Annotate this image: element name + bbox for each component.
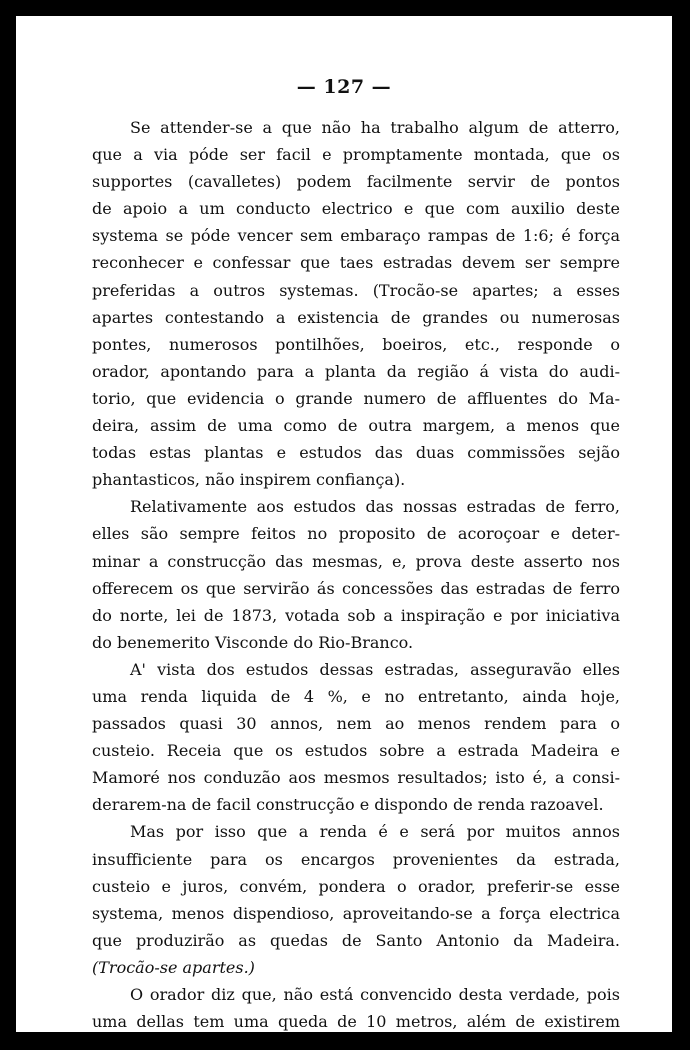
text-line: do benemerito Visconde do Rio-Branco. xyxy=(92,632,414,652)
paragraph-5 xyxy=(92,981,620,1035)
text-line: supportes (cavalletes) podem facilmente servir de pontos xyxy=(92,172,620,192)
page-number: — 127 — xyxy=(296,76,392,98)
text-line: O orador diz que, não está convencido desta verdade, pois xyxy=(130,985,620,1004)
text-line: minar a construcção das mesmas, e, prova deste asserto nos xyxy=(92,551,620,571)
text-line: preferidas a outros systemas. (Trocão-se apartes; a esses xyxy=(92,280,620,300)
text-line: todas estas plantas e estudos das duas commissões sejão xyxy=(92,443,620,463)
text-line: Mas por isso que a renda é e será por muitos annos xyxy=(130,822,620,842)
text-line: phantasticos, não inspirem confiança). xyxy=(92,470,406,490)
text-line: uma renda liquida de 4 %, e no entretanto, ainda hoje, xyxy=(92,686,620,706)
italic-aside-line: (Trocão-se apartes.) xyxy=(92,957,255,977)
text-line: Se attender-se a que não ha trabalho algum de atterro, xyxy=(130,118,620,137)
text-line: do norte, lei de 1873, votada sob a inspiração e por iniciativa xyxy=(92,605,620,625)
text-line: Mamoré nos conduzão aos mesmos resultados; isto é, a consi- xyxy=(92,768,620,788)
paragraph-2 xyxy=(92,493,620,656)
text-line: uma dellas tem uma queda de 10 metros, além de existirem xyxy=(92,1012,620,1032)
text-line: apartes contestando a existencia de grandes ou numerosas xyxy=(92,307,620,327)
text-line: offerecem os que servirão ás concessões das estradas de ferro xyxy=(92,578,620,598)
paragraph-3 xyxy=(92,656,620,819)
text-line: deira, assim de uma como de outra margem, a menos que xyxy=(92,416,620,436)
text-line: pontes, numerosos pontilhões, boeiros, etc., responde o xyxy=(92,334,620,354)
text-line: que produzirão as quedas de Santo Antonio da Madeira. xyxy=(92,930,620,950)
page-frame xyxy=(16,16,672,1032)
text-line: torio, que evidencia o grande numero de affluentes do Ma- xyxy=(92,388,620,408)
text-line: elles são sempre feitos no proposito de acoroçoar e deter- xyxy=(92,524,620,544)
paragraph-4 xyxy=(92,818,620,981)
paragraph-1 xyxy=(92,114,620,493)
text-line: systema se póde vencer sem embaraço rampas de 1:6; é força xyxy=(92,226,620,246)
text-line: reconhecer e confessar que taes estradas devem ser sempre xyxy=(92,253,620,273)
text-line: orador, apontando para a planta da região á vista do audi- xyxy=(92,361,620,381)
text-line: custeio e juros, convém, pondera o orador, preferir-se esse xyxy=(92,876,620,896)
text-line: systema, menos dispendioso, aproveitando-se a força electrica xyxy=(92,903,620,923)
text-line: Relativamente aos estudos das nossas estradas de ferro, xyxy=(130,497,620,517)
text-line: de apoio a um conducto electrico e que com auxilio deste xyxy=(92,199,620,219)
text-line: custeio. Receia que os estudos sobre a estrada Madeira e xyxy=(92,741,620,761)
text-line: A' vista dos estudos dessas estradas, asseguravão elles xyxy=(130,659,620,679)
text-line: que a via póde ser facil e promptamente montada, que os xyxy=(92,145,620,165)
text-line: insufficiente para os encargos provenientes da estrada, xyxy=(92,849,620,869)
body-text xyxy=(92,114,620,1035)
text-line: passados quasi 30 annos, nem ao menos rendem para o xyxy=(92,714,620,734)
text-line: derarem-na de facil construcção e dispondo de renda razoavel. xyxy=(92,795,604,815)
